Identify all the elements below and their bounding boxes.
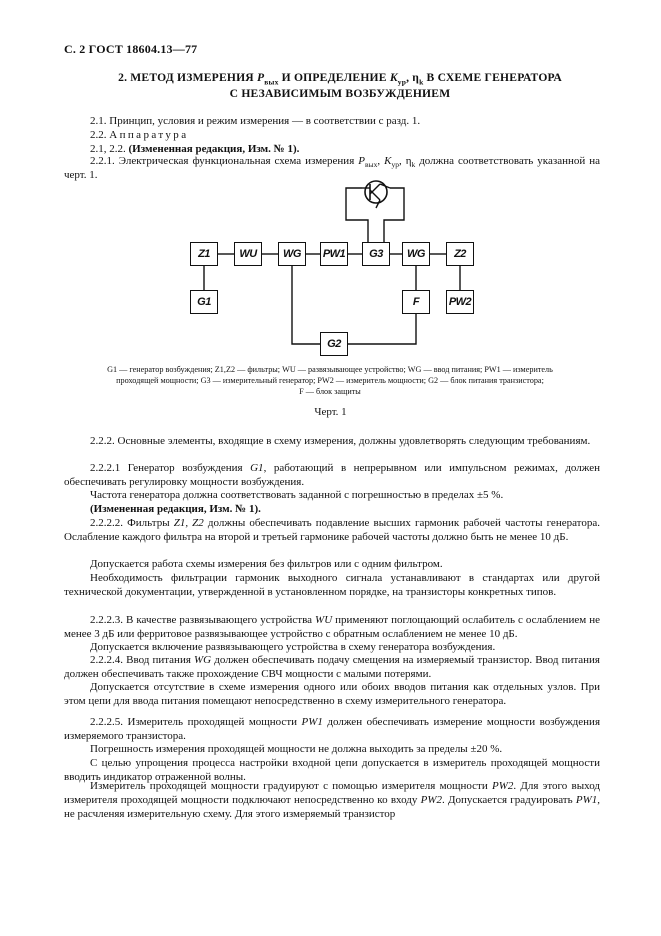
symbol: PW2 xyxy=(492,780,514,792)
text: , работающий в непрерывном или импульсном режимах, должен обеспечивать регулировку мощности возбуждения. xyxy=(64,462,601,488)
revision-note: (Измененная редакция, Изм. № 1). xyxy=(90,503,261,515)
g2-block: G2 xyxy=(320,332,348,356)
clause-number: 2.2. xyxy=(90,129,110,141)
separator: , xyxy=(406,71,413,84)
paragraph-calibration xyxy=(64,780,600,822)
pw2-block: PW2 xyxy=(446,290,474,314)
page-header: С. 2 ГОСТ 18604.13—77 xyxy=(64,42,198,56)
symbol: PW1 xyxy=(575,793,598,806)
symbol: PW2 xyxy=(420,793,442,806)
circuit-diagram xyxy=(180,168,480,360)
text: 2.2.2.3. В качестве развязывающего устройства xyxy=(90,614,316,626)
text: применяют поглощающий ослабитель с ослаблением не менее 3 дБ или ферритовое развязывающее устройство с обратным ослаблением не менее 10 дБ. xyxy=(64,614,600,640)
z2-block: Z2 xyxy=(446,242,474,266)
symbol: PW1 xyxy=(301,716,323,728)
title-text: 2. МЕТОД ИЗМЕРЕНИЯ xyxy=(118,71,257,84)
paragraph-2-2-2: 2.2.2. Основные элементы, входящие в схему измерения, должны удовлетворять следующим требованиям. xyxy=(90,435,591,447)
paragraph-2-2-2-5 xyxy=(64,716,600,744)
text: Измеритель проходящей мощности градуируют с помощью измерителя мощности xyxy=(90,780,492,792)
paragraph-power-inputs: Допускается отсутствие в схеме измерения одного или обоих вводов питания как отдельных узлов. При этом цепи для ввода питания помещают непосредственно в схему измерительного генератора. xyxy=(64,681,600,707)
figure-label: Черт. 1 xyxy=(314,406,347,418)
separator: , xyxy=(398,155,406,167)
separator: , xyxy=(377,155,385,167)
k-subscript: ур xyxy=(397,77,407,87)
f-block: F xyxy=(402,290,430,314)
paragraph-decoupler: Допускается включение развязывающего устройства в схему генератора возбуждения. xyxy=(90,641,496,653)
p-symbol: P xyxy=(358,155,365,167)
figure-caption xyxy=(60,364,600,397)
p-subscript: вых xyxy=(264,77,279,87)
clause-heading: Аппаратура xyxy=(109,129,189,141)
k-subscript: ур xyxy=(391,160,399,170)
clause-number: 2.1, 2.2. xyxy=(90,143,129,155)
paragraph-no-filter: Допускается работа схемы измерения без фильтров или с одним фильтром. xyxy=(90,558,443,570)
paragraph-error: Погрешность измерения проходящей мощности не должна выходить за пределы ±20 %. xyxy=(90,743,503,755)
text: . Для этого выход измерителя проходящей мощности подключают непосредственно ко входу xyxy=(64,780,600,806)
paragraph-2-2-2-4 xyxy=(64,654,600,682)
text: должен обеспечивать измерение мощности возбуждения измеряемого транзистора. xyxy=(64,716,600,742)
text: 2.2.2.5. Измеритель проходящей мощности xyxy=(90,716,302,728)
paragraph-2-2-2-1 xyxy=(64,462,600,490)
paragraph-frequency: Частота генератора должна соответствовать заданной с погрешностью в пределах ±5 %. xyxy=(90,489,504,501)
symbol: WG xyxy=(194,654,212,666)
paragraph-2-2-2-2 xyxy=(64,517,600,545)
text: должны обеспечивать подавление высших гармоник рабочей частоты генератора. Ослабление каждого фильтра на второй и третьей гармонике рабочей частоты должно быть не менее 10 дБ. xyxy=(64,517,600,543)
wg-block-2: WG xyxy=(402,242,430,266)
paragraph-2-2-2-3 xyxy=(64,614,600,642)
p-symbol: P xyxy=(256,71,265,84)
text: 2.2.1. Электрическая функциональная схема измерения xyxy=(90,155,359,167)
k-symbol: K xyxy=(389,71,398,84)
pw1-block: PW1 xyxy=(320,242,348,266)
caption-line: G1 — генератор возбуждения; Z1,Z2 — фильтры; WU — развязывающее устройство; WG — ввод питания; PW1 — измеритель xyxy=(107,365,553,374)
k-symbol: K xyxy=(384,155,392,167)
text: 2.2.2.4. Ввод питания xyxy=(90,654,195,666)
wu-block: WU xyxy=(234,242,262,266)
text: должен обеспечивать подачу смещения на измеряемый транзистор. Ввод питания должен обеспечивать также прохождение СВЧ мощности с малыми потерями. xyxy=(64,654,600,680)
title-text: И ОПРЕДЕЛЕНИЕ xyxy=(278,71,390,84)
text: 2.2.2.2. Фильтры xyxy=(90,517,174,529)
g3-block: G3 xyxy=(362,242,390,266)
text: должна соответствовать указанной на черт. 1. xyxy=(64,155,601,181)
paragraph-2-1: 2.1. Принцип, условия и режим измерения — в соответствии с разд. 1. xyxy=(90,115,421,127)
symbol: Z1, Z2 xyxy=(173,517,204,529)
g1-block: G1 xyxy=(190,290,218,314)
paragraph-harmonics: Необходимость фильтрации гармоник выходного сигнала устанавливают в стандартах или другой технической документации, утвержденной в установленном порядке, на транзисторы конкретных типов. xyxy=(64,572,600,598)
text: , не расчленяя измерительную схему. Для этого измеряемый транзистор xyxy=(64,793,600,820)
text: 2.2.2.1 Генератор возбуждения xyxy=(90,462,251,474)
title-text: В СХЕМЕ ГЕНЕРАТОРА xyxy=(423,71,562,84)
section-title xyxy=(60,70,620,102)
revision-note: (Измененная редакция, Изм. № 1). xyxy=(128,143,300,155)
symbol: G1 xyxy=(250,462,264,474)
p-subscript: вых xyxy=(365,160,378,170)
title-line-2: С НЕЗАВИСИМЫМ ВОЗБУЖДЕНИЕМ xyxy=(229,87,451,100)
transistor-icon xyxy=(362,181,390,208)
eta-symbol: η xyxy=(412,71,420,84)
wg-block-1: WG xyxy=(278,242,306,266)
eta-subscript: k xyxy=(419,77,424,87)
z1-block: Z1 xyxy=(190,242,218,266)
eta-symbol: η xyxy=(405,155,412,167)
eta-subscript: k xyxy=(411,160,416,170)
caption-line: F — блок защиты xyxy=(299,387,361,396)
paragraph-indicator: С целью упрощения процесса настройки входной цепи допускается в измеритель проходящей мощности вводить индикатор отраженной волны. xyxy=(64,757,600,783)
caption-line: проходящей мощности; G3 — измерительный генератор; PW2 — измеритель мощности; G2 — блок питания транзистора; xyxy=(116,376,544,385)
symbol: WU xyxy=(315,614,333,626)
paragraph-2-2 xyxy=(64,129,600,143)
text: . Допускается градуировать xyxy=(441,793,576,806)
